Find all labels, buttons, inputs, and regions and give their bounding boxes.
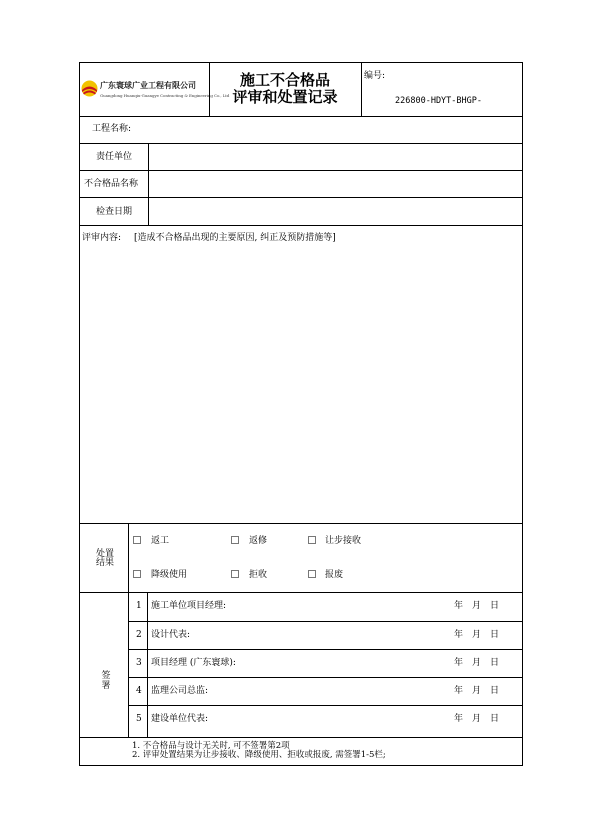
checkbox-scrap[interactable] — [308, 570, 316, 578]
checkbox-repair[interactable] — [231, 536, 239, 544]
option-reject-label: 拒收 — [249, 570, 268, 580]
signature-row-3-text[interactable]: 项目经理 (广东寰球): — [151, 658, 236, 668]
inspection-date-field[interactable] — [149, 198, 522, 224]
nonconforming-name-field[interactable] — [149, 171, 522, 197]
responsible-unit-field[interactable] — [149, 144, 522, 170]
nonconforming-name-label: 不合格品名称 — [84, 179, 139, 189]
signature-row-2-date[interactable]: 年 月 日 — [454, 630, 500, 640]
signature-row-3-number: 3 — [136, 658, 142, 668]
review-label: 评审内容: — [82, 233, 122, 243]
company-name-en: Guangdong Huanqiu-Guangye Contracting & Engineering Co., Ltd — [100, 93, 230, 98]
signature-row-2-text[interactable]: 设计代表: — [151, 630, 191, 640]
project-name-label: 工程名称: — [92, 124, 132, 134]
inspection-date-label: 检查日期 — [96, 207, 133, 217]
review-content-area[interactable] — [80, 246, 522, 522]
number-label: 编号: — [364, 71, 386, 81]
note-1: 1. 不合格品与设计无关时, 可不签署第2项 — [132, 741, 290, 751]
signature-row-1-number: 1 — [136, 601, 142, 611]
responsible-unit-label: 责任单位 — [96, 152, 133, 162]
checkbox-rework[interactable] — [133, 536, 141, 544]
signature-row-5-text[interactable]: 建设单位代表: — [151, 714, 209, 724]
company-name: 广东寰球广业工程有限公司 — [100, 80, 196, 90]
option-scrap-label: 报废 — [325, 570, 344, 580]
signature-row-3-date[interactable]: 年 月 日 — [454, 658, 500, 668]
signature-row-5-number: 5 — [136, 714, 142, 724]
note-2: 2. 评审处置结果为让步接收、降级使用、拒收或报废, 需签署1-5栏; — [132, 750, 386, 760]
number-value: 226800-HDYT-BHGP- — [395, 96, 482, 106]
signature-label-1: 签 — [101, 671, 111, 681]
disposal-label-1: 处置 — [96, 549, 115, 559]
signature-row-5-date[interactable]: 年 月 日 — [454, 714, 500, 724]
signature-row-1-date[interactable]: 年 月 日 — [454, 601, 500, 611]
option-concession-label: 让步接收 — [325, 536, 362, 546]
signature-row-4-text[interactable]: 监理公司总监: — [151, 686, 209, 696]
signature-row-4-number: 4 — [136, 686, 142, 696]
review-hint: [造成不合格品出现的主要原因, 纠正及预防措施等] — [134, 233, 336, 243]
signature-row-4-date[interactable]: 年 月 日 — [454, 686, 500, 696]
signature-row-1-text[interactable]: 施工单位项目经理: — [151, 601, 227, 611]
company-logo — [81, 80, 98, 97]
checkbox-downgrade[interactable] — [133, 570, 141, 578]
signature-row-2-number: 2 — [136, 630, 142, 640]
option-downgrade-label: 降级使用 — [151, 570, 188, 580]
option-repair-label: 返修 — [249, 536, 268, 546]
checkbox-concession[interactable] — [308, 536, 316, 544]
checkbox-reject[interactable] — [231, 570, 239, 578]
form-title-line1: 施工不合格品 — [239, 71, 330, 89]
disposal-label-2: 结果 — [96, 558, 115, 568]
form-title-line2: 评审和处置记录 — [232, 88, 338, 106]
signature-label-2: 署 — [101, 681, 111, 691]
option-rework-label: 返工 — [151, 536, 170, 546]
